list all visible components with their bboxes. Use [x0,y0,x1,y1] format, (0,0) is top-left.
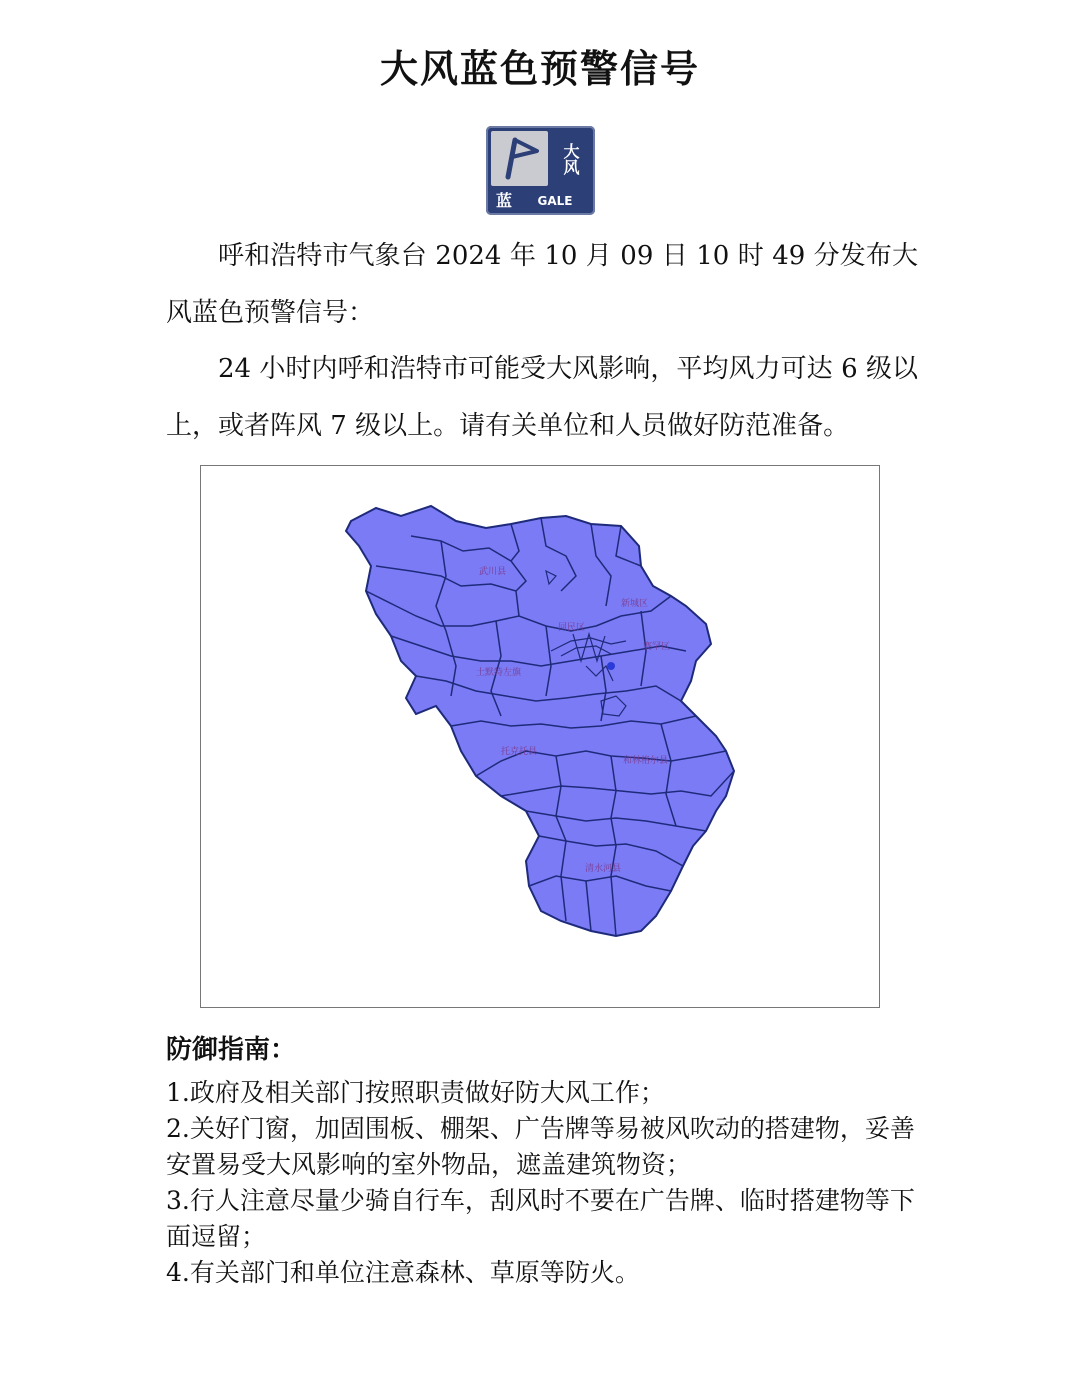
label-wuchuan: 武川县 [479,567,507,577]
guide-item: 4.有关部门和单位注意森林、草原等防火。 [166,1258,640,1287]
guide-item: 3.行人注意尽量少骑自行车，刮风时不要在广告牌、临时搭建物等下面逗留； [166,1186,915,1251]
city-marker [607,662,615,670]
label-tuoketuo: 托克托县 [501,747,538,757]
signal-name-en: GALE [537,194,573,208]
content-paragraph: 24 小时内呼和浩特市可能受大风影响，平均风力可达 6 级以上，或者阵风 7 级以上。请有关单位和人员做好防范准备。 [166,354,918,441]
label-tumote: 土默特左旗 [476,668,522,678]
issue-paragraph: 呼和浩特市气象台 2024 年 10 月 09 日 10 时 49 分发布大风蓝色预警信号： [166,241,918,328]
signal-level: 蓝 [495,191,512,210]
warning-area-map [200,465,880,1008]
guide-item: 1.政府及相关部门按照职责做好防大风工作； [166,1078,665,1107]
label-xincheng: 新城区 [621,599,649,609]
defense-guide-list [166,1075,918,1291]
gale-blue-signal-badge [486,126,595,215]
signal-name-cn: 大风 [561,143,580,175]
flag-panel [491,131,548,186]
gale-flag-icon [491,131,548,186]
label-helinger: 和林格尔县 [623,756,669,766]
label-qingshuihe: 清水河县 [585,864,622,874]
page-title: 大风蓝色预警信号 [379,47,700,91]
hohhot-region-map [201,466,879,1007]
defense-guide-title: 防御指南： [166,1035,297,1065]
label-huimin: 回民区 [558,623,586,633]
label-saihan: 赛罕区 [643,642,671,652]
guide-item: 2.关好门窗，加固围板、棚架、广告牌等易被风吹动的搭建物，妥善安置易受大风影响的室外物品，遮盖建筑物资； [166,1114,915,1179]
